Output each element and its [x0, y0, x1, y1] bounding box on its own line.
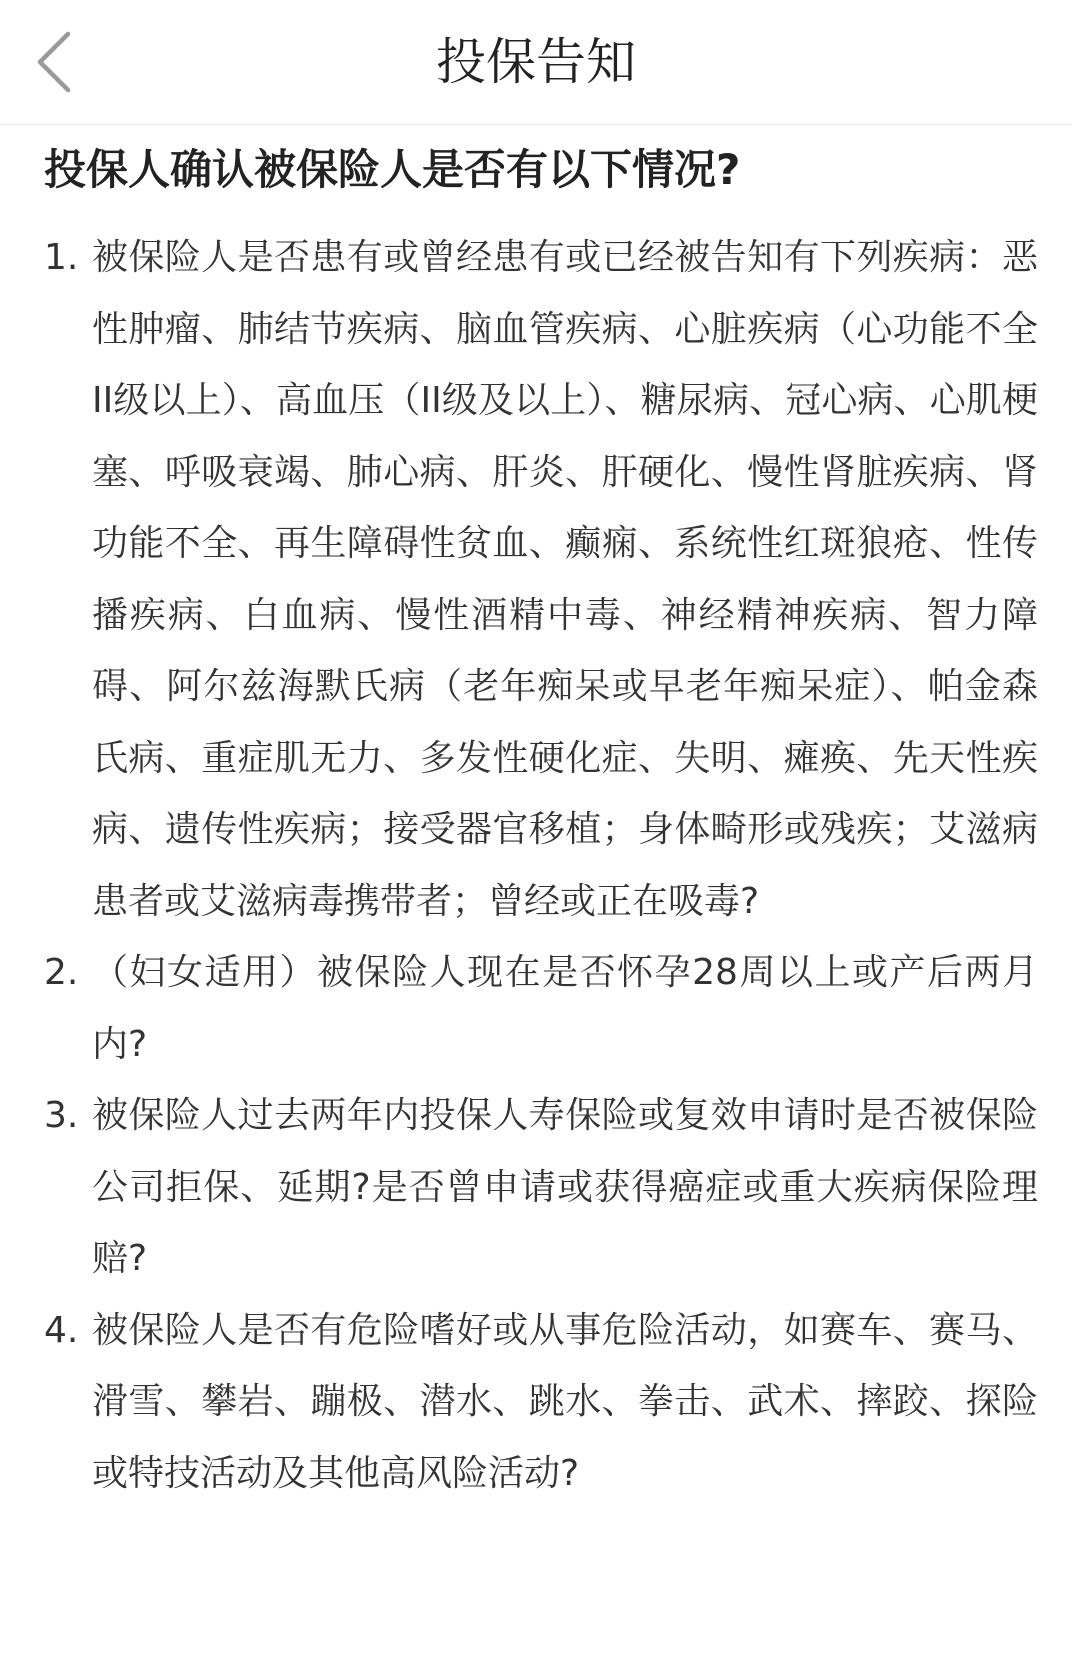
page-title: 投保告知: [436, 33, 636, 91]
list-item: [44, 1080, 1038, 1295]
question-text: 被保险人过去两年内投保人寿保险或复效申请时是否被保险公司拒保、延期?是否曾申请或获得癌症或重大疾病保险理赔?: [92, 1095, 1038, 1279]
question-number: 1.: [44, 237, 79, 278]
disclosure-content: [44, 124, 1038, 1509]
section-heading: 投保人确认被保险人是否有以下情况?: [44, 145, 741, 194]
question-text: 被保险人是否有危险嗜好或从事危险活动，如赛车、赛马、滑雪、攀岩、蹦极、潜水、跳水、拳击、武术、摔跤、探险或特技活动及其他高风险活动?: [92, 1309, 1038, 1494]
nav-bar: [0, 0, 1072, 125]
question-number: 2.: [44, 952, 79, 993]
question-number: 4.: [44, 1309, 79, 1351]
question-list: [44, 222, 1038, 1509]
list-item: [44, 1295, 1038, 1510]
question-number: 3.: [44, 1095, 79, 1136]
question-text: （妇女适用）被保险人现在是否怀孕28周以上或产后两月内?: [92, 952, 1038, 1065]
question-text: 被保险人是否患有或曾经患有或已经被告知有下列疾病：恶性肿瘤、肺结节疾病、脑血管疾病、心脏疾病（心功能不全II级以上）、高血压（II级及以上）、糖尿病、冠心病、心肌梗塞、呼吸衰竭、肺心病、肝炎、肝硬化、慢性肾脏疾病、肾功能不全、再生障碍性贫血、癫痫、系统性红斑狼疮、性传播疾病、白血病、慢性酒精中毒、神经精神疾病、智力障碍、阿尔兹海默氏病（老年痴呆或早老年痴呆症）、帕金森氏病、重症肌无力、多发性硬化症、失明、瘫痪、先天性疾病、遗传性疾病；接受器官移植；身体畸形或残疾；艾滋病患者或艾滋病毒携带者；曾经或正在吸毒?: [92, 237, 1038, 922]
list-item: [44, 222, 1038, 937]
list-item: [44, 937, 1038, 1080]
